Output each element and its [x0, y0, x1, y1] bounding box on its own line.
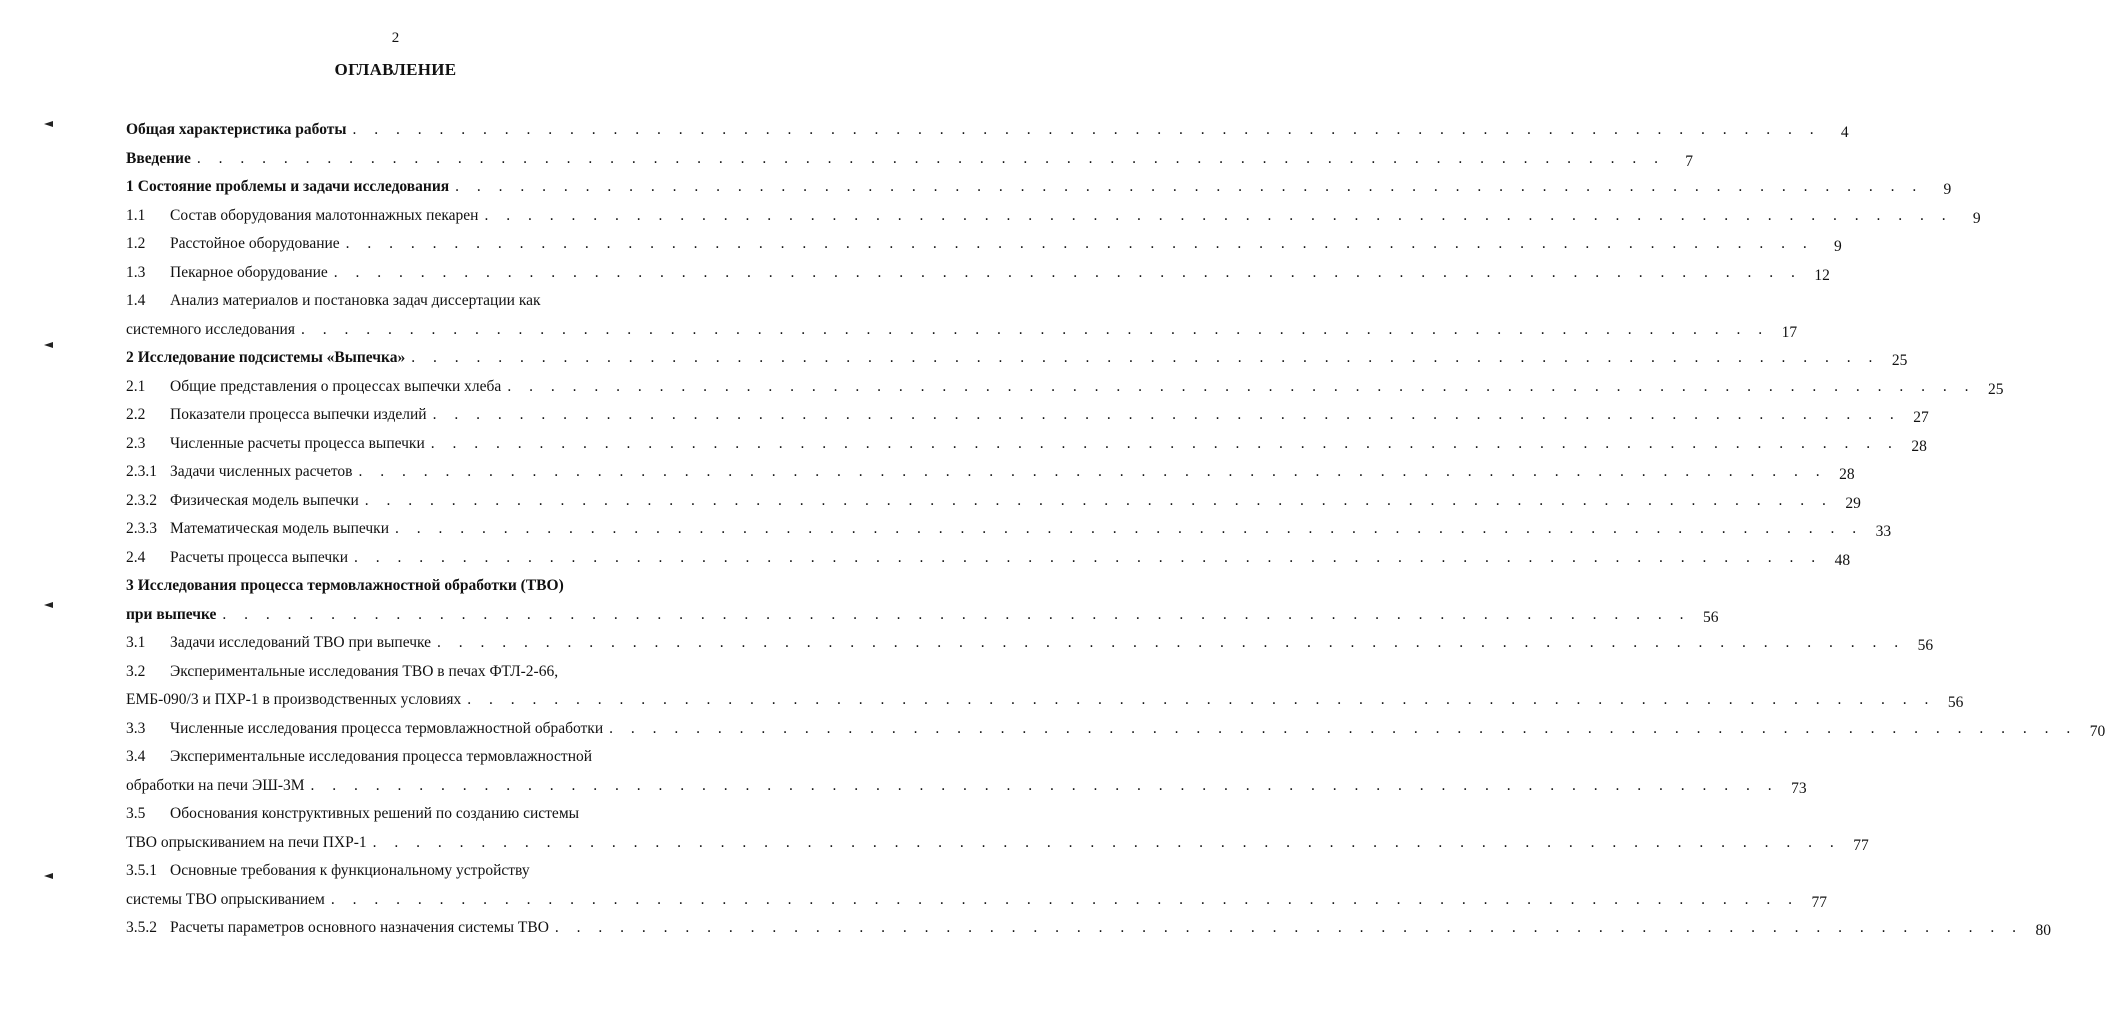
toc-line: [126, 344, 1908, 373]
toc-entry[interactable]: [126, 373, 2004, 402]
toc-entry-title: Численные исследования процесса термовлажностной обработки: [170, 719, 604, 737]
toc-line: [126, 116, 1849, 145]
toc-page-number: 9: [1972, 209, 1981, 227]
dot-leader: [455, 173, 1923, 202]
toc-entry-number: 3.5.1: [126, 862, 157, 879]
toc-entry[interactable]: [126, 544, 1851, 573]
toc-entry[interactable]: [126, 287, 1798, 344]
margin-mark-icon: [44, 342, 54, 348]
toc-entry-number: 3.2: [126, 662, 146, 680]
dot-leader: [484, 202, 1952, 231]
toc-entry-title: Обоснования конструктивных решений по созданию системы: [170, 805, 580, 822]
dot-leader: [197, 145, 1665, 174]
toc-entry[interactable]: [126, 430, 1927, 459]
toc-page-number: 28: [1911, 437, 1927, 455]
dot-leader: [431, 430, 1899, 459]
dot-leader: [467, 686, 1935, 715]
toc-entry-number: 1.3: [126, 263, 146, 281]
toc-entry-number: 3.3: [126, 719, 146, 737]
toc-line: [126, 601, 1719, 630]
toc-line: [126, 800, 701, 829]
toc-entry-number: 2.2: [126, 406, 146, 423]
toc-entry-title: системного исследования: [126, 320, 295, 338]
toc-entry-number: 2.4: [126, 548, 146, 566]
toc-entry-title: Пекарное оборудование: [170, 263, 328, 281]
toc-line: [126, 772, 1807, 801]
dot-leader: [507, 373, 1975, 402]
toc-entry-title: Общие представления о процессах выпечки хлеба: [170, 377, 502, 395]
toc-entry[interactable]: [126, 743, 1807, 800]
toc-entry-number: 1.1: [126, 206, 146, 224]
toc-entry-title: Численные расчеты процесса выпечки: [170, 434, 425, 452]
toc-page-number: 28: [1839, 466, 1855, 483]
margin-mark-icon: [44, 873, 54, 879]
margin-mark-icon: [44, 602, 54, 608]
toc-entry-number: 2: [126, 349, 134, 366]
toc-page-number: 7: [1685, 152, 1693, 170]
toc-title: ОГЛАВЛЕНИЕ: [334, 60, 457, 79]
toc-entry[interactable]: [126, 515, 1892, 544]
toc-page-number: 29: [1845, 494, 1861, 512]
dot-leader: [437, 629, 1905, 658]
dot-leader: [555, 914, 2023, 943]
toc-entry-title: Анализ материалов и постановка задач диссертации как: [170, 292, 541, 309]
toc-entry-title: Введение: [126, 149, 191, 167]
toc-line: [126, 173, 1952, 202]
toc-entry-number: 3.5: [126, 805, 146, 822]
toc-entry-title: Состав оборудования малотоннажных пекарен: [170, 206, 479, 224]
toc-line: [126, 572, 701, 601]
dot-leader: [365, 487, 1833, 516]
toc-entry[interactable]: [126, 173, 1952, 202]
toc-page-number: 33: [1875, 523, 1892, 540]
toc-page-number: 80: [2035, 922, 2052, 939]
toc-entry[interactable]: [126, 572, 1719, 629]
toc-line: [126, 259, 1830, 288]
toc-entry[interactable]: [126, 800, 1869, 857]
toc-entry[interactable]: [126, 145, 1693, 174]
dot-leader: [395, 515, 1863, 544]
toc-page-number: 56: [1947, 694, 1964, 711]
toc-entry-number: 1: [126, 178, 134, 195]
toc-page-number: 25: [1891, 352, 1908, 369]
toc-entry[interactable]: [126, 629, 1934, 658]
toc-line: [126, 401, 1929, 430]
toc-entry[interactable]: [126, 344, 1908, 373]
toc-entry-title: Задачи численных расчетов: [170, 463, 353, 480]
toc-entry-number: 3.5.2: [126, 919, 157, 936]
toc-entry[interactable]: [126, 230, 1842, 259]
toc-page-number: 56: [1917, 637, 1934, 654]
toc-line: [126, 829, 1869, 858]
dot-leader: [222, 601, 1690, 630]
toc-entry-number: 2.3.3: [126, 520, 157, 537]
toc-line: [126, 629, 1934, 658]
toc-entry-number: 3.1: [126, 634, 146, 651]
toc-entry-title: Расчеты процесса выпечки: [170, 548, 349, 566]
dot-leader: [609, 715, 2077, 744]
toc-entry[interactable]: [126, 658, 1964, 715]
toc-page-number: 56: [1703, 608, 1719, 626]
toc-entry-number: 2.3.1: [126, 463, 157, 480]
toc-entry-number: 3: [126, 577, 134, 594]
toc-page-number: 12: [1814, 266, 1830, 284]
toc-page-number: 77: [1811, 893, 1827, 911]
toc-page-number: 25: [1987, 380, 2004, 398]
toc-entry-number: 1.2: [126, 235, 146, 252]
dot-leader: [352, 116, 1820, 145]
toc-entry-title: при выпечке: [126, 605, 217, 623]
toc-entry-title: Состояние проблемы и задачи исследования: [137, 178, 450, 195]
toc-entry-number: 3.4: [126, 748, 146, 765]
toc-line: [126, 686, 1964, 715]
toc-entry[interactable]: [126, 487, 1861, 516]
toc-page-number: 4: [1840, 124, 1849, 141]
toc-entry-title: Расстойное оборудование: [170, 235, 340, 252]
toc-line: [126, 458, 1855, 487]
toc-page-number: 70: [2089, 722, 2105, 740]
dot-leader: [433, 401, 1901, 430]
table-of-contents: [126, 116, 2105, 943]
dot-leader: [373, 829, 1841, 858]
toc-page-number: 27: [1913, 409, 1929, 426]
toc-entry[interactable]: [126, 914, 2052, 943]
toc-entry-number: 2.3: [126, 434, 146, 452]
toc-entry-number: 2.1: [126, 377, 146, 395]
toc-entry[interactable]: [126, 458, 1855, 487]
dot-leader: [358, 458, 1826, 487]
toc-line: [126, 373, 2004, 402]
toc-entry-title: Общая характеристика работы: [126, 121, 347, 138]
toc-page-number: 17: [1781, 323, 1798, 341]
toc-entry-title: обработки на печи ЭШ-3М: [126, 776, 305, 794]
toc-entry[interactable]: [126, 259, 1830, 288]
toc-entry-title: Физическая модель выпечки: [170, 491, 359, 509]
toc-entry[interactable]: [126, 116, 1849, 145]
toc-line: [126, 914, 2052, 943]
dot-leader: [301, 316, 1769, 345]
toc-entry-title: ЕМБ-090/3 и ПХР-1 в производственных условиях: [126, 691, 462, 708]
toc-line: [126, 487, 1861, 516]
toc-line: [126, 715, 2105, 744]
toc-line: [126, 743, 701, 772]
toc-line: [126, 515, 1892, 544]
toc-line: [126, 230, 1842, 259]
toc-line: [126, 658, 701, 687]
toc-entry[interactable]: [126, 857, 1827, 914]
toc-entry-title: Экспериментальные исследования процесса термовлажностной: [170, 748, 593, 765]
dot-leader: [311, 772, 1779, 801]
toc-entry-title: Исследования процесса термовлажностной обработки (ТВО): [137, 577, 564, 594]
toc-page-number: 77: [1853, 836, 1869, 854]
toc-entry-title: Показатели процесса выпечки изделий: [170, 406, 427, 423]
toc-line: [126, 287, 701, 316]
toc-line: [126, 316, 1798, 345]
toc-entry-title: Расчеты параметров основного назначения системы ТВО: [170, 919, 549, 936]
toc-page-number: 9: [1834, 238, 1842, 255]
toc-entry-title: Экспериментальные исследования ТВО в печах ФТЛ-2-66,: [170, 662, 559, 680]
dot-leader: [334, 259, 1802, 288]
toc-entry-title: Математическая модель выпечки: [170, 520, 389, 537]
toc-line: [126, 430, 1927, 459]
toc-entry-title: Основные требования к функциональному устройству: [170, 862, 530, 879]
dot-leader: [411, 344, 1879, 373]
toc-entry[interactable]: [126, 401, 1929, 430]
toc-entry-number: 2.3.2: [126, 491, 157, 509]
page-number: 2: [391, 30, 400, 46]
toc-line: [126, 857, 701, 886]
dot-leader: [354, 544, 1822, 573]
toc-entry[interactable]: [126, 202, 1981, 231]
toc-page-number: 73: [1791, 779, 1807, 797]
toc-entry-title: системы ТВО опрыскиванием: [126, 890, 325, 908]
toc-line: [126, 145, 1693, 174]
toc-line: [126, 886, 1827, 915]
toc-page-number: 48: [1834, 551, 1851, 569]
margin-mark-icon: [44, 121, 54, 127]
toc-entry[interactable]: [126, 715, 2105, 744]
toc-entry-title: ТВО опрыскиванием на печи ПХР-1: [126, 833, 367, 851]
toc-line: [126, 544, 1851, 573]
toc-entry-title: Задачи исследований ТВО при выпечке: [170, 634, 432, 651]
toc-entry-title: Исследование подсистемы «Выпечка»: [137, 349, 406, 366]
toc-page-number: 9: [1943, 181, 1952, 198]
toc-entry-number: 1.4: [126, 292, 146, 309]
toc-line: [126, 202, 1981, 231]
dot-leader: [331, 886, 1799, 915]
dot-leader: [346, 230, 1814, 259]
